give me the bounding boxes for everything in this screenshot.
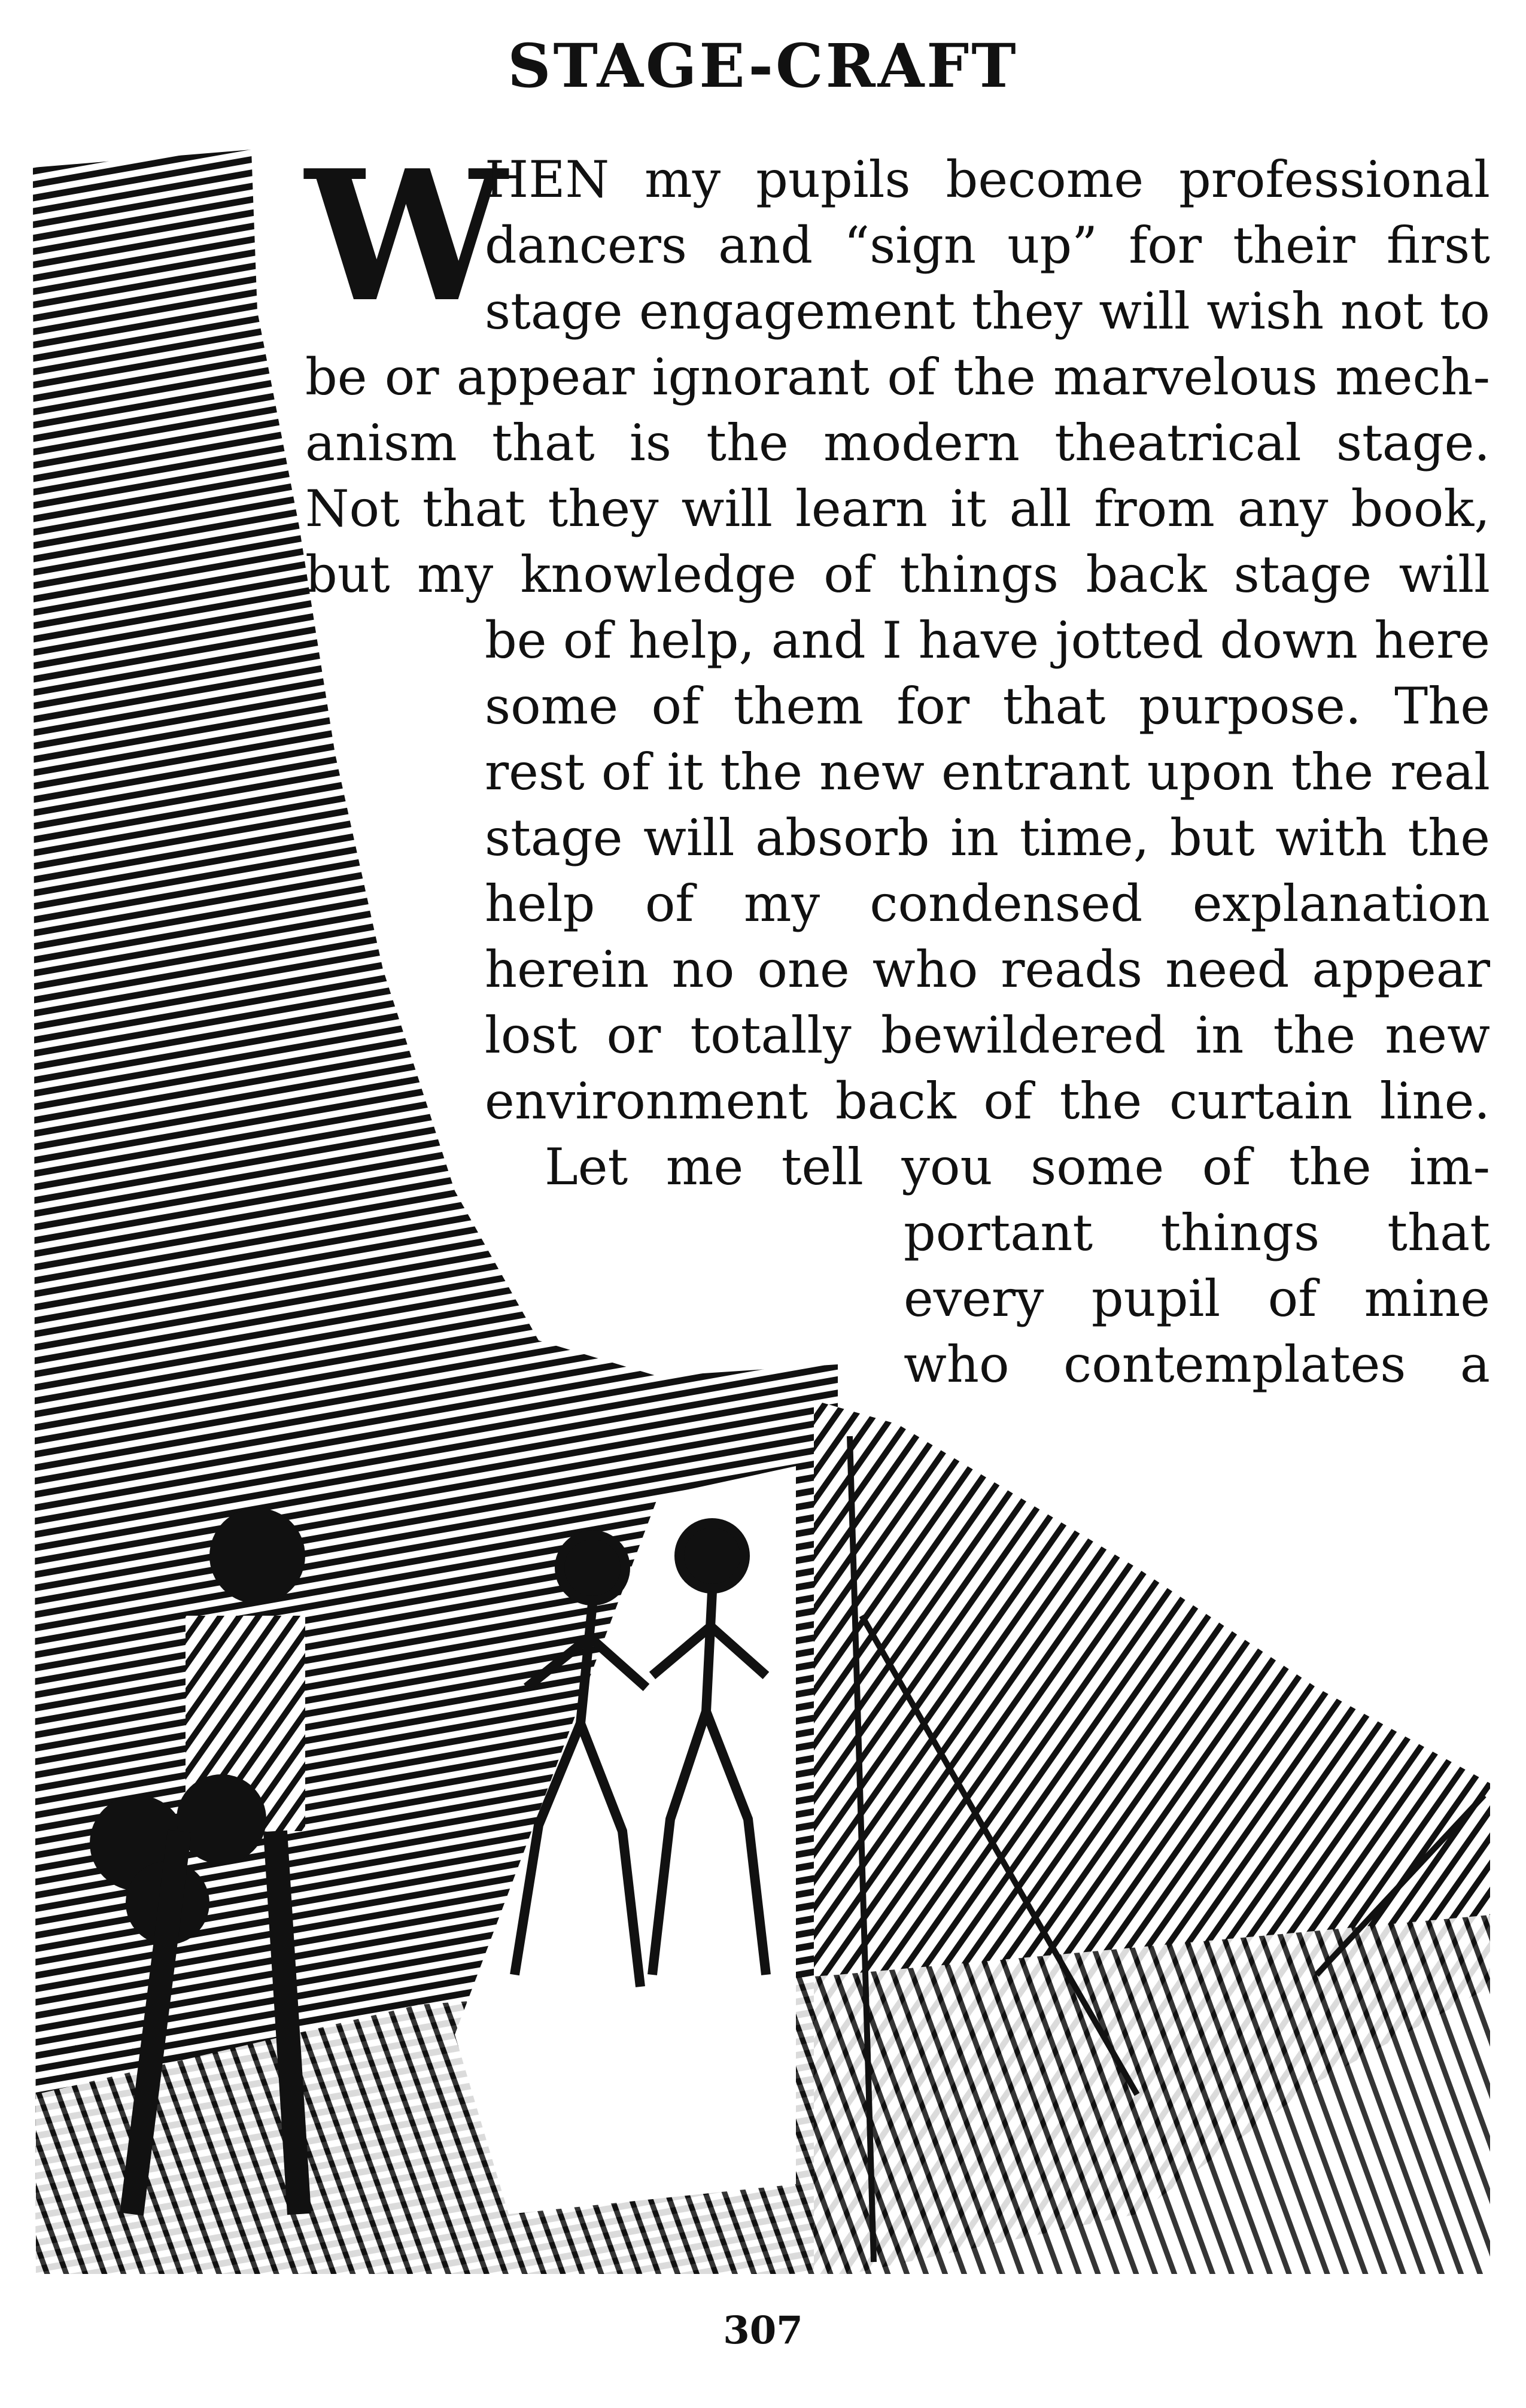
text-line: who contemplates a (904, 1335, 1490, 1394)
drop-cap: W (305, 130, 507, 342)
page-number: 307 (723, 2308, 803, 2353)
text-line: help of my condensed explanation (485, 874, 1490, 933)
text-line: lost or totally bewildered in the new (485, 1006, 1490, 1065)
text-line: dancers and “sign up” for their first (485, 216, 1490, 275)
text-line: Not that they will learn it all from any book, (305, 479, 1490, 538)
text-line: rest of it the new entrant upon the real (485, 743, 1490, 801)
text-line: Let me tell you some of the im- (545, 1138, 1490, 1196)
text-line: be or appear ignorant of the marvelous mech- (305, 348, 1490, 406)
text-line: anism that is the modern theatrical stage. (305, 414, 1490, 472)
text-line: some of them for that purpose. The (485, 677, 1490, 735)
page-title: STAGE-CRAFT (507, 31, 1019, 101)
text-line: be of help, and I have jotted down here (485, 611, 1490, 670)
text-line: stage will absorb in time, but with the (485, 808, 1490, 867)
text-line: portant things that (904, 1203, 1490, 1262)
text-line: but my knowledge of things back stage will (305, 545, 1490, 604)
text-line: herein no one who reads need appear (485, 940, 1490, 999)
text-line: stage engagement they will wish not to (485, 282, 1490, 340)
text-line: environment back of the curtain line. (485, 1072, 1490, 1130)
text-line: every pupil of mine (904, 1269, 1490, 1328)
text-line: HEN my pupils become professional (485, 150, 1490, 209)
